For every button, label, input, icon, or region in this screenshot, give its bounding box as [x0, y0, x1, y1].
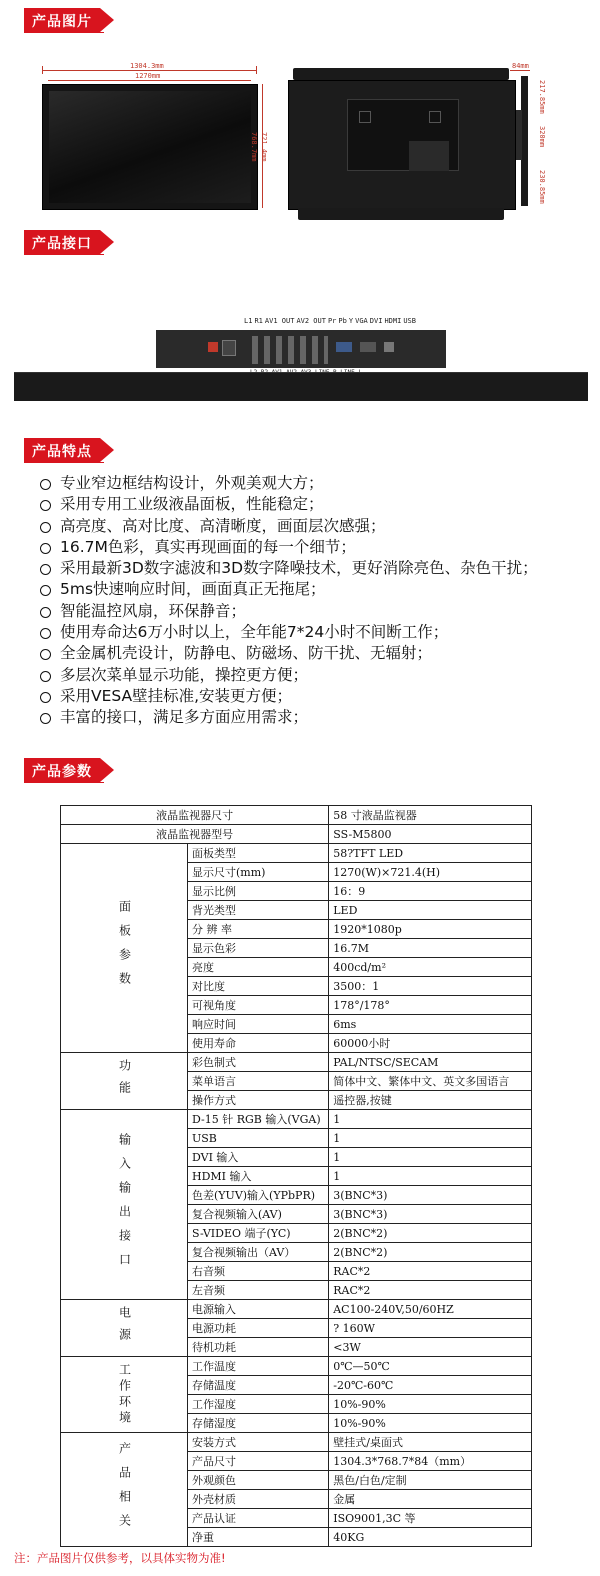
table-row — [61, 825, 532, 844]
feature-item: 使用寿命达6万小时以上，全年能7*24小时不间断工作； — [40, 622, 580, 643]
section-title: 产品特点 — [32, 444, 92, 460]
table-row — [61, 1053, 532, 1072]
feature-list — [40, 473, 580, 729]
feature-item: 多层次菜单显示功能，操控更方便； — [40, 665, 580, 686]
spec-value: 1 — [329, 1110, 532, 1129]
section-header-features — [24, 438, 114, 462]
spec-value: 3(BNC*3) — [329, 1205, 532, 1224]
spec-label: 操作方式 — [188, 1091, 329, 1110]
spec-category-label: 输入输出接口 — [117, 1132, 132, 1277]
spec-label: 外壳材质 — [188, 1490, 329, 1509]
feature-item: 智能温控风扇，环保静音； — [40, 601, 580, 622]
spec-category — [61, 1110, 188, 1300]
spec-value: 6ms — [329, 1015, 532, 1034]
spec-label: 菜单语言 — [188, 1072, 329, 1091]
feature-item: 采用专用工业级液晶面板，性能稳定； — [40, 494, 580, 515]
spec-label: 复合视频输出（AV） — [188, 1243, 329, 1262]
dim-side-top: 217.85mm — [538, 80, 546, 114]
spec-value: 简体中文、繁体中文、英文多国语言 — [329, 1072, 532, 1091]
spec-value: -20℃-60℃ — [329, 1376, 532, 1395]
spec-label: 净重 — [188, 1528, 329, 1547]
spec-value: SS-M5800 — [329, 825, 532, 844]
spec-label: 亮度 — [188, 958, 329, 977]
spec-value: <3W — [329, 1338, 532, 1357]
spec-value: LED — [329, 901, 532, 920]
bullet-icon — [40, 522, 51, 533]
spec-value: 1920*1080p — [329, 920, 532, 939]
spec-label: 面板类型 — [188, 844, 329, 863]
bullet-icon — [40, 500, 51, 511]
spec-category — [61, 1300, 188, 1357]
spec-label: HDMI 输入 — [188, 1167, 329, 1186]
table-row — [61, 1433, 532, 1452]
spec-label: 右音频 — [188, 1262, 329, 1281]
spec-label: 安装方式 — [188, 1433, 329, 1452]
spec-value: 178°/178° — [329, 996, 532, 1015]
spec-category — [61, 1053, 188, 1110]
spec-value: 1270(W)×721.4(H) — [329, 863, 532, 882]
section-header-images — [24, 8, 114, 32]
section-header-ports — [24, 230, 114, 254]
feature-item: 采用VESA壁挂标准,安装更方便； — [40, 686, 580, 707]
table-row — [61, 1300, 532, 1319]
bullet-icon — [40, 671, 51, 682]
spec-label: 工作温度 — [188, 1357, 329, 1376]
feature-item: 专业窄边框结构设计，外观美观大方； — [40, 473, 580, 494]
bullet-icon — [40, 564, 51, 575]
spec-label: 复合视频输入(AV) — [188, 1205, 329, 1224]
section-title: 产品接口 — [32, 236, 92, 252]
spec-category-label: 产品相关 — [117, 1441, 132, 1538]
spec-label: 电源功耗 — [188, 1319, 329, 1338]
table-row — [61, 844, 532, 863]
spec-value: 3(BNC*3) — [329, 1186, 532, 1205]
spec-label: 响应时间 — [188, 1015, 329, 1034]
spec-category — [61, 844, 188, 1053]
bullet-icon — [40, 713, 51, 724]
spec-value: 2(BNC*2) — [329, 1243, 532, 1262]
spec-value: 2(BNC*2) — [329, 1224, 532, 1243]
table-row — [61, 1357, 532, 1376]
spec-value: 壁挂式/桌面式 — [329, 1433, 532, 1452]
spec-value: 遥控器,按键 — [329, 1091, 532, 1110]
spec-category-label: 功能 — [117, 1059, 132, 1103]
spec-value: ? 160W — [329, 1319, 532, 1338]
spec-category-label: 面板参数 — [117, 900, 132, 996]
monitor-screen — [49, 91, 251, 203]
spec-label: 液晶监视器型号 — [61, 825, 329, 844]
spec-value: 10%-90% — [329, 1414, 532, 1433]
spec-value: 58?TFT LED — [329, 844, 532, 863]
monitor-bezel — [42, 84, 258, 210]
feature-item: 5ms快速响应时间，画面真正无拖尾； — [40, 579, 580, 600]
footer-note: 注：产品图片仅供参考，以具体实物为准! — [14, 1551, 226, 1565]
spec-label: 外观颜色 — [188, 1471, 329, 1490]
section-title: 产品参数 — [32, 764, 92, 780]
bullet-icon — [40, 692, 51, 703]
table-row — [61, 1110, 532, 1129]
spec-value: RAC*2 — [329, 1262, 532, 1281]
spec-label: 液晶监视器尺寸 — [61, 806, 329, 825]
spec-label: USB — [188, 1129, 329, 1148]
spec-label: 左音频 — [188, 1281, 329, 1300]
spec-label: 工作湿度 — [188, 1395, 329, 1414]
spec-label: 电源输入 — [188, 1300, 329, 1319]
spec-value: 16.7M — [329, 939, 532, 958]
spec-label: 背光类型 — [188, 901, 329, 920]
spec-label: 可视角度 — [188, 996, 329, 1015]
spec-value: 1 — [329, 1148, 532, 1167]
dim-side-bottom: 230.85mm — [538, 170, 546, 204]
feature-item: 高亮度、高对比度、高清晰度，画面层次感强； — [40, 516, 580, 537]
bullet-icon — [40, 628, 51, 639]
bullet-icon — [40, 585, 51, 596]
spec-value: 3500：1 — [329, 977, 532, 996]
spec-value: 60000小时 — [329, 1034, 532, 1053]
spec-label: 产品尺寸 — [188, 1452, 329, 1471]
spec-value: 1304.3*768.7*84（mm） — [329, 1452, 532, 1471]
spec-value: 10%-90% — [329, 1395, 532, 1414]
dim-outer-width: 1304.3mm — [130, 62, 164, 70]
spec-label: 对比度 — [188, 977, 329, 996]
section-title: 产品图片 — [32, 14, 92, 30]
table-row — [61, 806, 532, 825]
spec-value: AC100-240V,50/60HZ — [329, 1300, 532, 1319]
feature-item: 全金属机壳设计，防静电、防磁场、防干扰、无辐射； — [40, 643, 580, 664]
feature-item: 丰富的接口，满足多方面应用需求； — [40, 707, 580, 728]
spec-label: 彩色制式 — [188, 1053, 329, 1072]
spec-value: 40KG — [329, 1528, 532, 1547]
spec-label: 显示比例 — [188, 882, 329, 901]
spec-category — [61, 1433, 188, 1547]
spec-category-label: 工作环境 — [117, 1362, 132, 1427]
spec-value: 1 — [329, 1129, 532, 1148]
feature-item: 16.7M色彩，真实再现画面的每一个细节； — [40, 537, 580, 558]
spec-label: 产品认证 — [188, 1509, 329, 1528]
spec-label: 显示尺寸(mm) — [188, 863, 329, 882]
spec-label: D-15 针 RGB 输入(VGA) — [188, 1110, 329, 1129]
spec-table — [60, 805, 532, 1547]
dim-inner-width: 1270mm — [135, 72, 161, 80]
spec-label: 使用寿命 — [188, 1034, 329, 1053]
spec-value: 黑色/白色/定制 — [329, 1471, 532, 1490]
spec-value: 0℃—50℃ — [329, 1357, 532, 1376]
spec-value: 400cd/m² — [329, 958, 532, 977]
section-header-params — [24, 758, 114, 782]
spec-label: 色差(YUV)输入(YPbPR) — [188, 1186, 329, 1205]
spec-label: 待机功耗 — [188, 1338, 329, 1357]
bullet-icon — [40, 607, 51, 618]
spec-label: 分 辨 率 — [188, 920, 329, 939]
dim-depth: 84mm — [512, 62, 529, 70]
dim-outer-height: 768.7mm — [250, 132, 258, 162]
spec-value: 金属 — [329, 1490, 532, 1509]
spec-label: DVI 输入 — [188, 1148, 329, 1167]
spec-value: PAL/NTSC/SECAM — [329, 1053, 532, 1072]
bullet-icon — [40, 479, 51, 490]
spec-value: ISO9001,3C 等 — [329, 1509, 532, 1528]
spec-label: 存储湿度 — [188, 1414, 329, 1433]
spec-value: 1 — [329, 1167, 532, 1186]
spec-label: 显示色彩 — [188, 939, 329, 958]
bullet-icon — [40, 649, 51, 660]
spec-value: 58 寸液晶监视器 — [329, 806, 532, 825]
bullet-icon — [40, 543, 51, 554]
spec-label: S-VIDEO 端子(YC) — [188, 1224, 329, 1243]
dim-inner-height: 721.4mm — [260, 132, 268, 162]
spec-category-label: 电源 — [117, 1306, 132, 1350]
spec-category — [61, 1357, 188, 1433]
feature-item: 采用最新3D数字滤波和3D数字降噪技术，更好消除亮色、杂色干扰； — [40, 558, 580, 579]
spec-value: RAC*2 — [329, 1281, 532, 1300]
spec-label: 存储温度 — [188, 1376, 329, 1395]
spec-value: 16：9 — [329, 882, 532, 901]
dim-side-mid: 320mm — [538, 126, 546, 148]
